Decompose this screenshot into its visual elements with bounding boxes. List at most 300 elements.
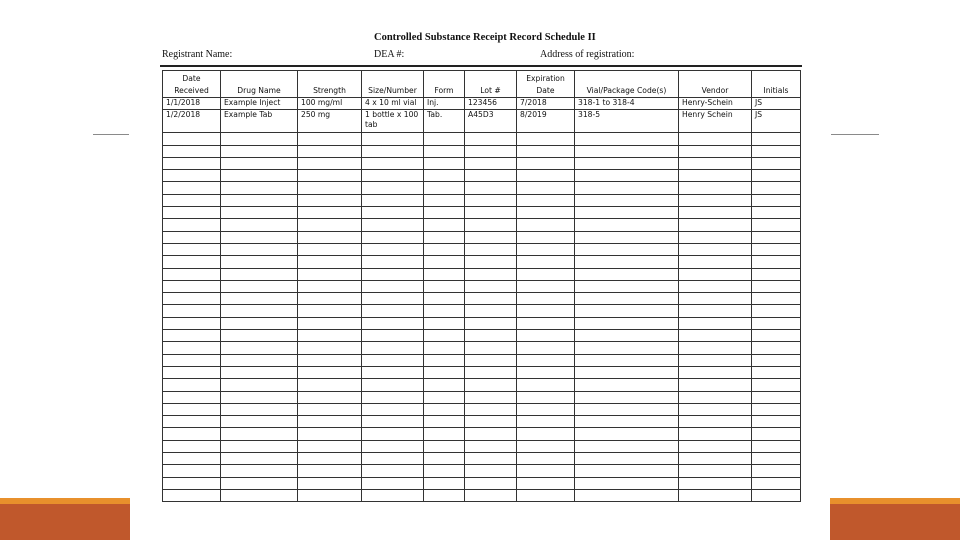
blank-cell [424, 305, 465, 317]
blank-row [163, 465, 801, 477]
column-header-bottom: Vial/Package Code(s) [586, 86, 667, 95]
blank-cell [362, 391, 424, 403]
blank-cell [424, 194, 465, 206]
blank-cell [424, 489, 465, 501]
blank-cell [163, 366, 221, 378]
blank-cell [221, 354, 298, 366]
blank-cell [298, 477, 362, 489]
blank-cell [362, 207, 424, 219]
blank-cell [221, 133, 298, 145]
blank-cell [575, 477, 679, 489]
column-header-top [365, 73, 420, 85]
blank-cell [465, 145, 517, 157]
blank-cell [163, 428, 221, 440]
blank-cell [298, 465, 362, 477]
blank-row [163, 280, 801, 292]
blank-cell [221, 305, 298, 317]
blank-cell [221, 477, 298, 489]
cell-expiration-date: 8/2019 [517, 110, 575, 133]
blank-cell [575, 145, 679, 157]
blank-cell [362, 256, 424, 268]
cell-vendor: Henry-Schein [679, 98, 752, 110]
blank-cell [362, 489, 424, 501]
blank-cell [517, 293, 575, 305]
blank-cell [362, 133, 424, 145]
blank-cell [221, 440, 298, 452]
blank-cell [163, 330, 221, 342]
cell-strength: 100 mg/ml [298, 98, 362, 110]
blank-cell [752, 428, 801, 440]
blank-cell [679, 305, 752, 317]
blank-cell [465, 416, 517, 428]
cell-lot-number: 123456 [465, 98, 517, 110]
column-header-lot-number [465, 71, 517, 98]
column-header-top [427, 73, 461, 85]
decorative-bar-left [0, 498, 130, 540]
blank-cell [362, 366, 424, 378]
blank-cell [298, 219, 362, 231]
blank-cell [679, 440, 752, 452]
header-rule [160, 65, 802, 67]
blank-cell [752, 145, 801, 157]
blank-cell [221, 207, 298, 219]
blank-cell [298, 416, 362, 428]
blank-cell [221, 379, 298, 391]
blank-cell [575, 256, 679, 268]
blank-cell [679, 182, 752, 194]
blank-cell [362, 182, 424, 194]
blank-cell [362, 157, 424, 169]
blank-cell [362, 293, 424, 305]
blank-cell [221, 231, 298, 243]
blank-row [163, 317, 801, 329]
blank-cell [465, 256, 517, 268]
blank-row [163, 440, 801, 452]
form-title: Controlled Substance Receipt Record Schedule II [374, 32, 596, 43]
blank-cell [465, 342, 517, 354]
blank-cell [298, 453, 362, 465]
blank-row [163, 366, 801, 378]
blank-cell [679, 280, 752, 292]
blank-cell [465, 182, 517, 194]
blank-cell [465, 305, 517, 317]
blank-cell [221, 342, 298, 354]
blank-cell [679, 428, 752, 440]
column-header-size-number [362, 71, 424, 98]
blank-cell [575, 366, 679, 378]
blank-cell [362, 428, 424, 440]
blank-cell [517, 366, 575, 378]
blank-cell [362, 231, 424, 243]
blank-cell [575, 317, 679, 329]
blank-cell [298, 379, 362, 391]
blank-cell [465, 428, 517, 440]
blank-cell [679, 145, 752, 157]
table-header-row [163, 71, 801, 98]
blank-cell [424, 256, 465, 268]
blank-cell [517, 403, 575, 415]
blank-cell [424, 280, 465, 292]
column-header-top [755, 73, 797, 85]
blank-cell [424, 145, 465, 157]
column-header-top [301, 73, 358, 85]
blank-cell [298, 354, 362, 366]
blank-cell [517, 489, 575, 501]
blank-cell [424, 440, 465, 452]
blank-row [163, 145, 801, 157]
blank-cell [163, 268, 221, 280]
column-header-top [468, 73, 513, 85]
blank-cell [362, 440, 424, 452]
blank-cell [752, 317, 801, 329]
blank-row [163, 354, 801, 366]
column-header-bottom: Date [536, 86, 555, 95]
blank-cell [679, 354, 752, 366]
blank-row [163, 170, 801, 182]
blank-cell [298, 207, 362, 219]
blank-row [163, 133, 801, 145]
blank-cell [575, 379, 679, 391]
blank-cell [679, 170, 752, 182]
blank-cell [163, 465, 221, 477]
blank-cell [465, 170, 517, 182]
blank-cell [679, 207, 752, 219]
blank-cell [362, 219, 424, 231]
blank-row [163, 194, 801, 206]
blank-cell [575, 243, 679, 255]
blank-cell [517, 330, 575, 342]
blank-cell [575, 219, 679, 231]
blank-cell [679, 293, 752, 305]
blank-cell [465, 268, 517, 280]
blank-cell [752, 182, 801, 194]
blank-cell [221, 416, 298, 428]
blank-cell [362, 403, 424, 415]
blank-cell [752, 280, 801, 292]
blank-cell [752, 231, 801, 243]
blank-cell [679, 133, 752, 145]
blank-cell [362, 330, 424, 342]
blank-cell [298, 305, 362, 317]
blank-cell [517, 231, 575, 243]
blank-cell [517, 268, 575, 280]
blank-cell [517, 170, 575, 182]
blank-cell [517, 256, 575, 268]
blank-cell [424, 231, 465, 243]
blank-row [163, 219, 801, 231]
blank-cell [575, 342, 679, 354]
blank-cell [679, 391, 752, 403]
blank-cell [163, 145, 221, 157]
table-body [163, 98, 801, 502]
blank-cell [298, 133, 362, 145]
blank-cell [424, 293, 465, 305]
blank-cell [221, 157, 298, 169]
column-header-top [578, 73, 675, 85]
blank-cell [362, 477, 424, 489]
blank-cell [752, 366, 801, 378]
blank-row [163, 293, 801, 305]
blank-cell [298, 280, 362, 292]
blank-cell [424, 268, 465, 280]
blank-cell [163, 379, 221, 391]
column-header-bottom: Lot # [480, 86, 501, 95]
blank-cell [517, 379, 575, 391]
blank-cell [517, 440, 575, 452]
blank-cell [517, 477, 575, 489]
blank-cell [424, 243, 465, 255]
blank-cell [575, 207, 679, 219]
blank-cell [575, 293, 679, 305]
blank-row [163, 379, 801, 391]
blank-cell [752, 170, 801, 182]
blank-cell [517, 219, 575, 231]
blank-cell [752, 465, 801, 477]
blank-cell [221, 182, 298, 194]
blank-cell [424, 133, 465, 145]
blank-cell [221, 366, 298, 378]
blank-cell [424, 170, 465, 182]
blank-cell [298, 391, 362, 403]
blank-row [163, 243, 801, 255]
cell-date-received: 1/2/2018 [163, 110, 221, 133]
blank-cell [465, 489, 517, 501]
blank-cell [424, 354, 465, 366]
blank-row [163, 157, 801, 169]
blank-cell [752, 330, 801, 342]
blank-cell [679, 256, 752, 268]
blank-cell [465, 243, 517, 255]
blank-cell [575, 465, 679, 477]
blank-cell [221, 489, 298, 501]
blank-cell [517, 428, 575, 440]
blank-cell [163, 416, 221, 428]
blank-row [163, 256, 801, 268]
column-header-date-received [163, 71, 221, 98]
blank-row [163, 330, 801, 342]
column-header-initials [752, 71, 801, 98]
blank-row [163, 305, 801, 317]
blank-cell [752, 489, 801, 501]
blank-cell [163, 256, 221, 268]
blank-cell [424, 453, 465, 465]
blank-cell [465, 219, 517, 231]
blank-cell [465, 317, 517, 329]
blank-cell [575, 133, 679, 145]
table-row [163, 110, 801, 133]
blank-cell [752, 293, 801, 305]
blank-cell [424, 330, 465, 342]
blank-cell [221, 465, 298, 477]
blank-cell [163, 280, 221, 292]
blank-cell [221, 268, 298, 280]
blank-cell [221, 403, 298, 415]
blank-cell [298, 317, 362, 329]
column-header-top: Date [182, 74, 201, 83]
column-header-bottom: Drug Name [237, 86, 281, 95]
blank-cell [517, 305, 575, 317]
blank-cell [465, 366, 517, 378]
column-header-vial-package-codes [575, 71, 679, 98]
blank-cell [298, 170, 362, 182]
blank-cell [517, 133, 575, 145]
blank-cell [298, 256, 362, 268]
blank-cell [298, 403, 362, 415]
blank-cell [424, 342, 465, 354]
column-header-bottom: Received [174, 86, 209, 95]
blank-cell [163, 453, 221, 465]
blank-cell [679, 366, 752, 378]
blank-cell [752, 157, 801, 169]
blank-row [163, 182, 801, 194]
blank-cell [465, 391, 517, 403]
cell-vial-package-codes: 318-1 to 318-4 [575, 98, 679, 110]
blank-cell [517, 145, 575, 157]
blank-cell [221, 194, 298, 206]
blank-cell [362, 305, 424, 317]
column-header-top: Expiration [526, 74, 565, 83]
blank-cell [163, 243, 221, 255]
blank-cell [517, 453, 575, 465]
blank-cell [298, 243, 362, 255]
blank-cell [575, 440, 679, 452]
blank-cell [517, 391, 575, 403]
blank-cell [163, 231, 221, 243]
blank-cell [517, 157, 575, 169]
cell-form: Tab. [424, 110, 465, 133]
blank-cell [517, 317, 575, 329]
blank-cell [679, 416, 752, 428]
cell-lot-number: A45D3 [465, 110, 517, 133]
blank-cell [465, 280, 517, 292]
column-header-bottom: Form [434, 86, 454, 95]
blank-cell [575, 391, 679, 403]
blank-cell [163, 157, 221, 169]
blank-cell [679, 489, 752, 501]
receipt-record-table [162, 70, 801, 502]
blank-cell [465, 465, 517, 477]
blank-cell [752, 243, 801, 255]
column-header-bottom: Vendor [701, 86, 729, 95]
column-header-bottom: Initials [763, 86, 789, 95]
cell-strength: 250 mg [298, 110, 362, 133]
blank-cell [752, 305, 801, 317]
blank-cell [362, 317, 424, 329]
blank-cell [424, 182, 465, 194]
blank-row [163, 416, 801, 428]
blank-cell [575, 182, 679, 194]
blank-cell [465, 403, 517, 415]
blank-cell [298, 330, 362, 342]
blank-cell [362, 170, 424, 182]
blank-cell [424, 207, 465, 219]
blank-cell [221, 317, 298, 329]
blank-cell [163, 293, 221, 305]
blank-cell [163, 207, 221, 219]
blank-cell [752, 403, 801, 415]
blank-cell [221, 391, 298, 403]
decorative-line-left [93, 134, 129, 135]
blank-cell [517, 243, 575, 255]
blank-cell [752, 440, 801, 452]
blank-cell [424, 157, 465, 169]
blank-cell [752, 453, 801, 465]
blank-cell [679, 194, 752, 206]
blank-cell [679, 317, 752, 329]
blank-cell [424, 391, 465, 403]
blank-cell [424, 366, 465, 378]
blank-cell [221, 170, 298, 182]
column-header-drug-name [221, 71, 298, 98]
blank-cell [679, 219, 752, 231]
blank-cell [575, 231, 679, 243]
blank-cell [298, 440, 362, 452]
blank-cell [465, 194, 517, 206]
blank-cell [163, 219, 221, 231]
blank-cell [298, 268, 362, 280]
blank-cell [752, 219, 801, 231]
blank-cell [575, 170, 679, 182]
blank-cell [362, 379, 424, 391]
blank-cell [221, 330, 298, 342]
blank-cell [298, 342, 362, 354]
blank-row [163, 428, 801, 440]
cell-size-number: 4 x 10 ml vial [362, 98, 424, 110]
blank-row [163, 403, 801, 415]
blank-cell [679, 268, 752, 280]
blank-cell [679, 231, 752, 243]
blank-cell [465, 157, 517, 169]
blank-cell [575, 403, 679, 415]
blank-cell [163, 391, 221, 403]
blank-cell [575, 157, 679, 169]
blank-cell [465, 440, 517, 452]
cell-vial-package-codes: 318-5 [575, 110, 679, 133]
blank-cell [517, 465, 575, 477]
blank-cell [517, 207, 575, 219]
blank-cell [517, 342, 575, 354]
blank-cell [163, 170, 221, 182]
blank-cell [752, 256, 801, 268]
blank-cell [424, 317, 465, 329]
cell-drug-name: Example Inject [221, 98, 298, 110]
blank-cell [752, 133, 801, 145]
blank-cell [679, 330, 752, 342]
blank-cell [362, 354, 424, 366]
blank-cell [221, 219, 298, 231]
blank-cell [163, 403, 221, 415]
blank-cell [163, 194, 221, 206]
blank-cell [752, 477, 801, 489]
blank-cell [221, 145, 298, 157]
column-header-strength [298, 71, 362, 98]
blank-cell [679, 477, 752, 489]
cell-initials: JS [752, 110, 801, 133]
blank-cell [575, 354, 679, 366]
blank-row [163, 477, 801, 489]
blank-cell [517, 280, 575, 292]
blank-cell [752, 207, 801, 219]
blank-cell [424, 477, 465, 489]
blank-cell [163, 477, 221, 489]
decorative-bar-right [830, 498, 960, 540]
blank-cell [163, 489, 221, 501]
blank-cell [752, 194, 801, 206]
blank-cell [679, 157, 752, 169]
blank-cell [221, 256, 298, 268]
blank-cell [362, 453, 424, 465]
blank-row [163, 231, 801, 243]
